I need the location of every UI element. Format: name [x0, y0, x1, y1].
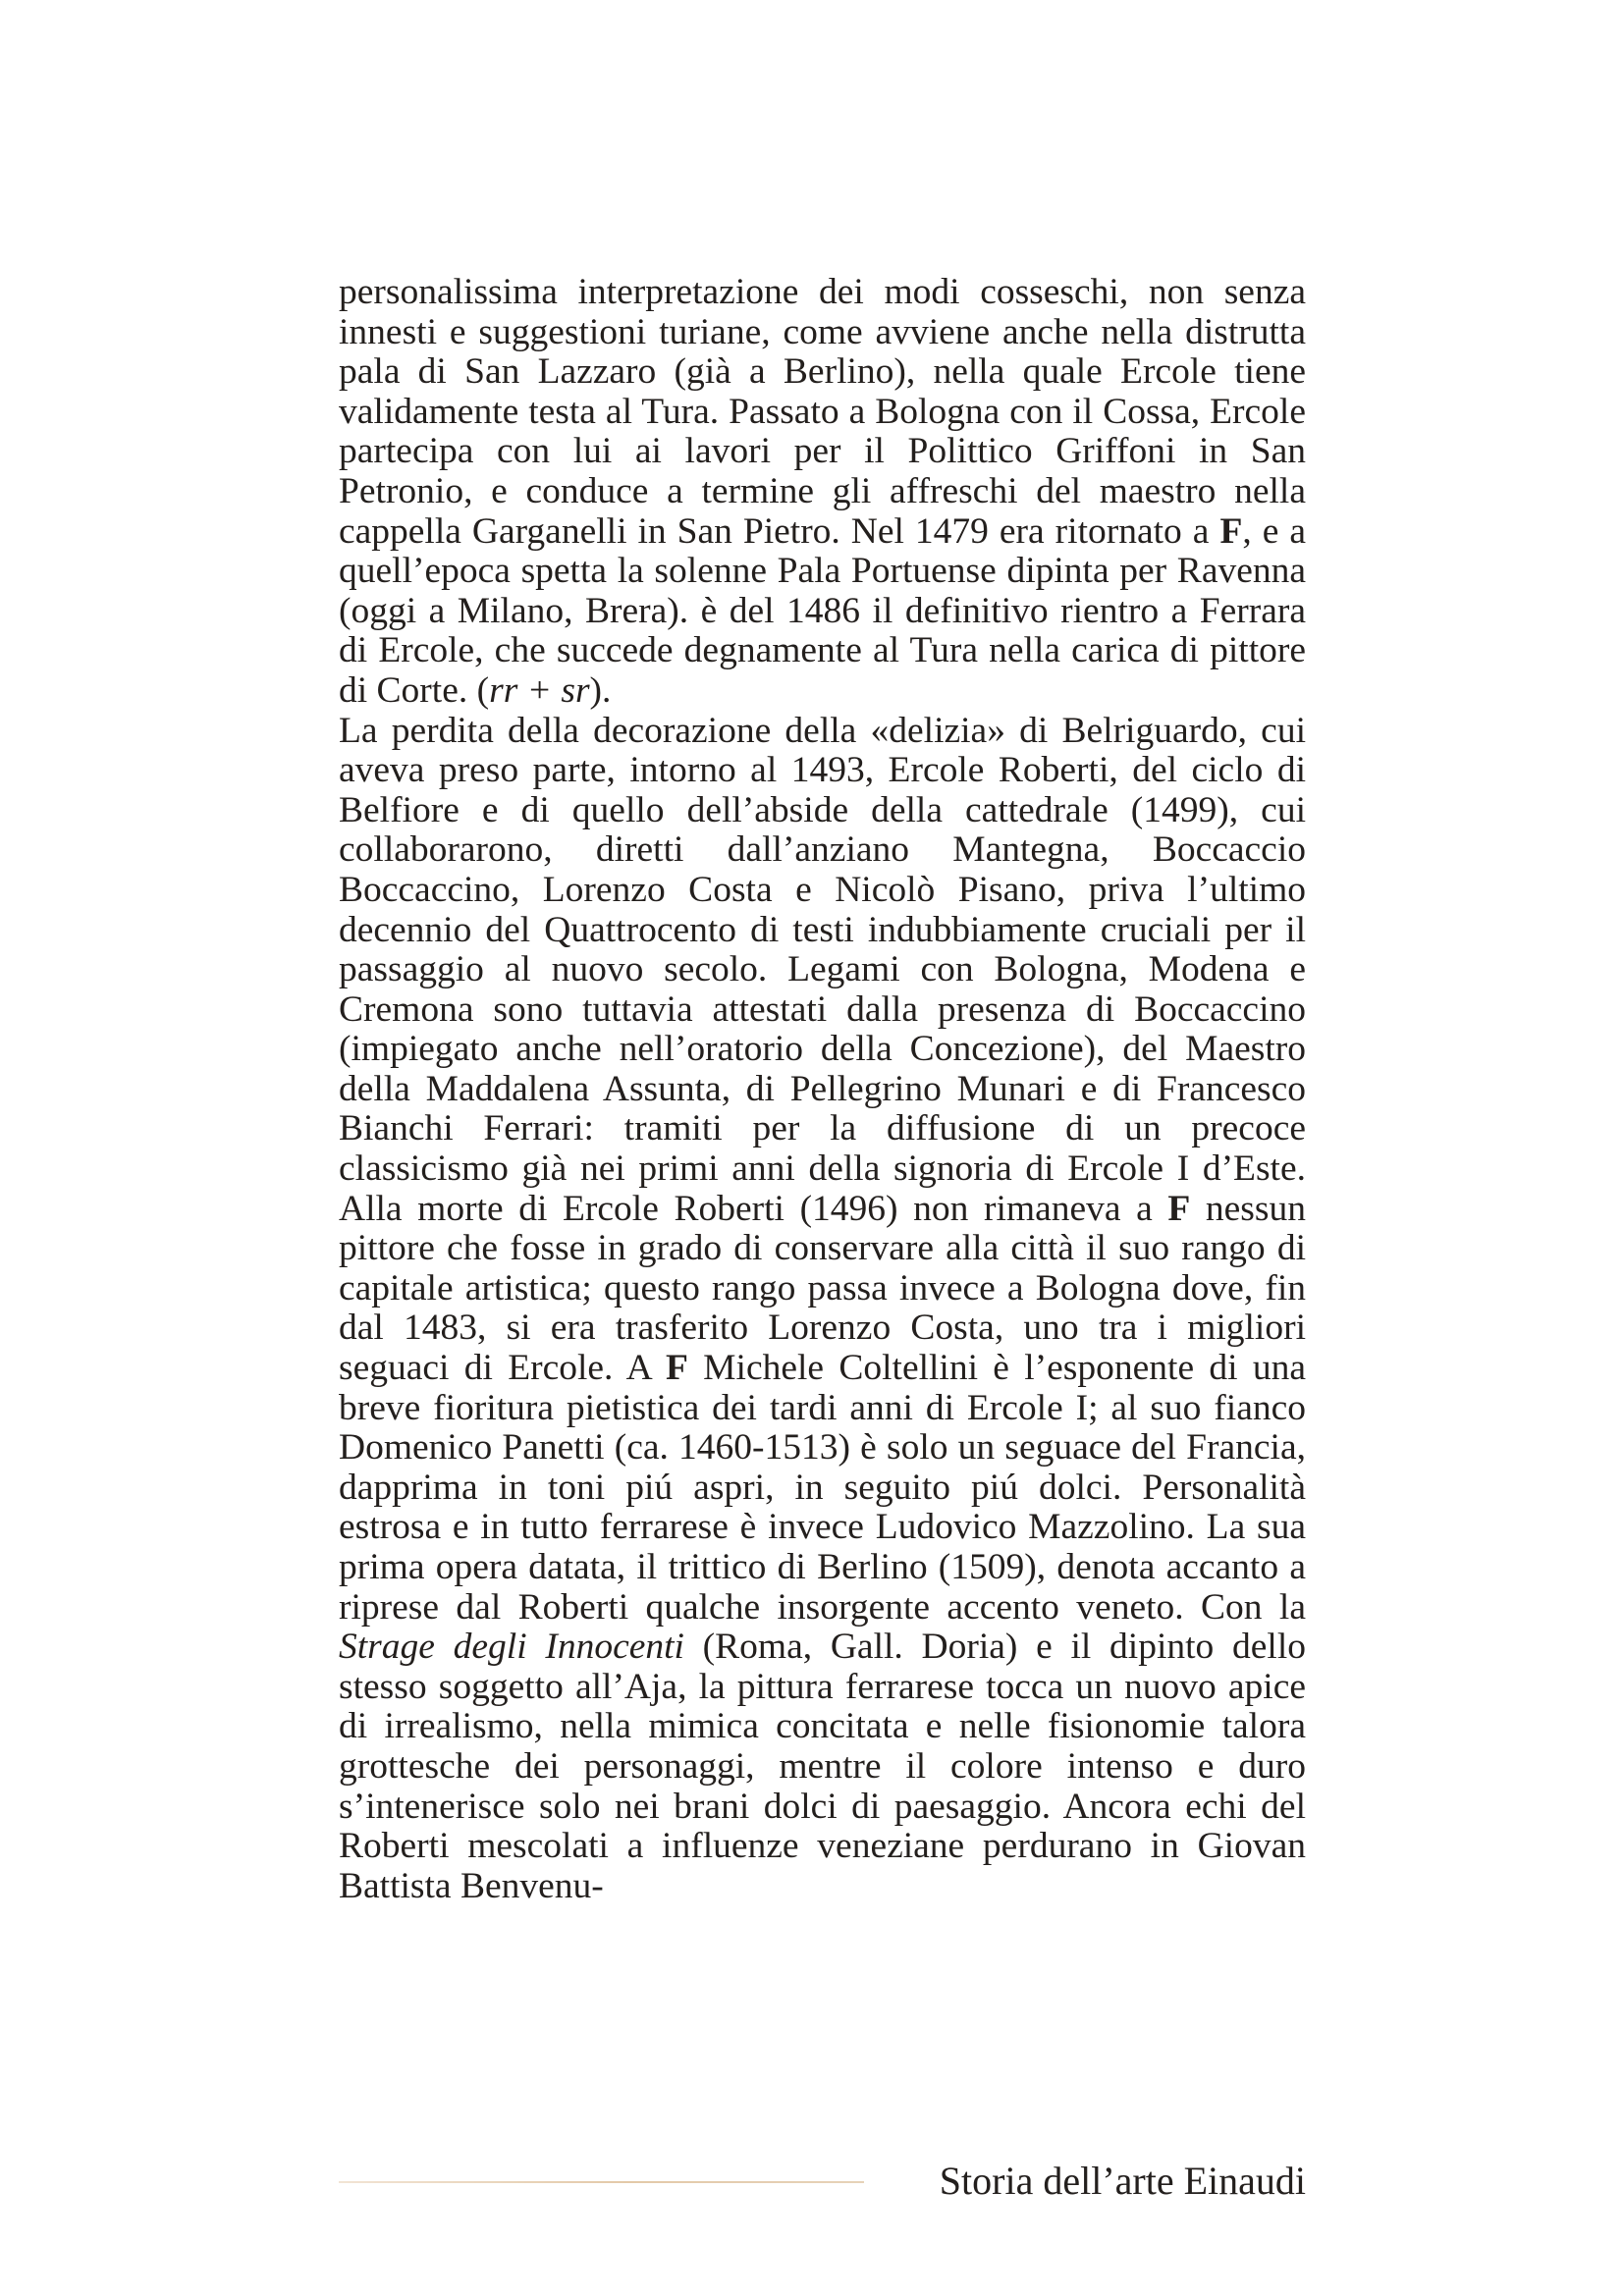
- artwork-title: Strage degli Innocenti: [339, 1627, 684, 1668]
- text-run: ).: [589, 669, 612, 711]
- city-abbreviation: F: [1219, 510, 1243, 552]
- author-credit: rr + sr: [489, 669, 590, 711]
- article-body: [339, 273, 1306, 1906]
- text-run: personalissima interpretazione dei modi cosseschi, non senza innesti e suggestioni turiane, come avviene anche nella distrutta pala di San Lazzaro (già a Berlino), nella quale Ercole tiene validamente testa al Tura. Passato a Bologna con il Cossa, Ercole partecipa con lui ai lavori per il Polittico Griffoni in San Petronio, e conduce a termine gli affreschi del maestro nella cappella Garganelli in San Pietro. Nel 1479 era ritornato a: [339, 272, 1306, 552]
- footer-series-title: Storia dell’arte Einaudi: [939, 2159, 1306, 2203]
- city-abbreviation: F: [1167, 1188, 1191, 1229]
- paragraph: [339, 273, 1306, 712]
- text-run: Michele Coltellini è l’esponente di una breve fioritura pietistica dei tardi anni di Ercole I; al suo fianco Domenico Panetti (ca. 1460-1513) è solo un seguace del Francia, dapprima in toni piú aspri, in seguito piú dolci. Personalità estrosa e in tutto ferrarese è invece Ludovico Mazzolino. La sua prima opera datata, il trittico di Berlino (1509), denota accanto a riprese dal Roberti qualche insorgente accento veneto. Con la: [339, 1348, 1306, 1628]
- text-run: La perdita della decorazione della «delizia» di Belriguardo, cui aveva preso parte, intorno al 1493, Ercole Roberti, del ciclo di Belfiore e di quello dell’abside della cattedrale (1499), cui collaborarono, diretti dall’anziano Mantegna, Boccaccio Boccaccino, Lorenzo Costa e Nicolò Pisano, priva l’ultimo decennio del Quattrocento di testi indubbiamente cruciali per il passaggio al nuovo secolo. Legami con Bologna, Modena e Cremona sono tuttavia attestati dalla presenza di Boccaccino (impiegato anche nell’oratorio della Concezione), del Maestro della Maddalena Assunta, di Pellegrino Munari e di Francesco Bianchi Ferrari: tramiti per la diffusione di un precoce classicismo già nei primi anni della signoria di Ercole I d’Este. Alla morte di Ercole Roberti (1496) non rimaneva a: [339, 710, 1306, 1229]
- footer-divider: [339, 2181, 864, 2183]
- text-run: nessun pittore che fosse in grado di conservare alla città il suo rango di capitale artistica; questo rango passa invece a Bologna dove, fin dal 1483, si era trasferito Lorenzo Costa, uno tra i migliori seguaci di Ercole. A: [339, 1188, 1306, 1389]
- paragraph: [339, 712, 1306, 1907]
- city-abbreviation: F: [665, 1348, 688, 1389]
- text-run: , e a quell’epoca spetta la solenne Pala Portuense dipinta per Ravenna (oggi a Milano, Brera). è del 1486 il definitivo rientro a Ferrara di Ercole, che succede degnamente al Tura nella carica di pittore di Corte. (: [339, 510, 1306, 711]
- text-run: (Roma, Gall. Doria) e il dipinto dello stesso soggetto all’Aja, la pittura ferrarese tocca un nuovo apice di irrealismo, nella mimica concitata e nelle fisionomie talora grottesche dei personaggi, mentre il colore intenso e duro s’intenerisce solo nei brani dolci di paesaggio. Ancora echi del Roberti mescolati a influenze veneziane perdurano in Giovan Battista Benvenu-: [339, 1627, 1306, 1906]
